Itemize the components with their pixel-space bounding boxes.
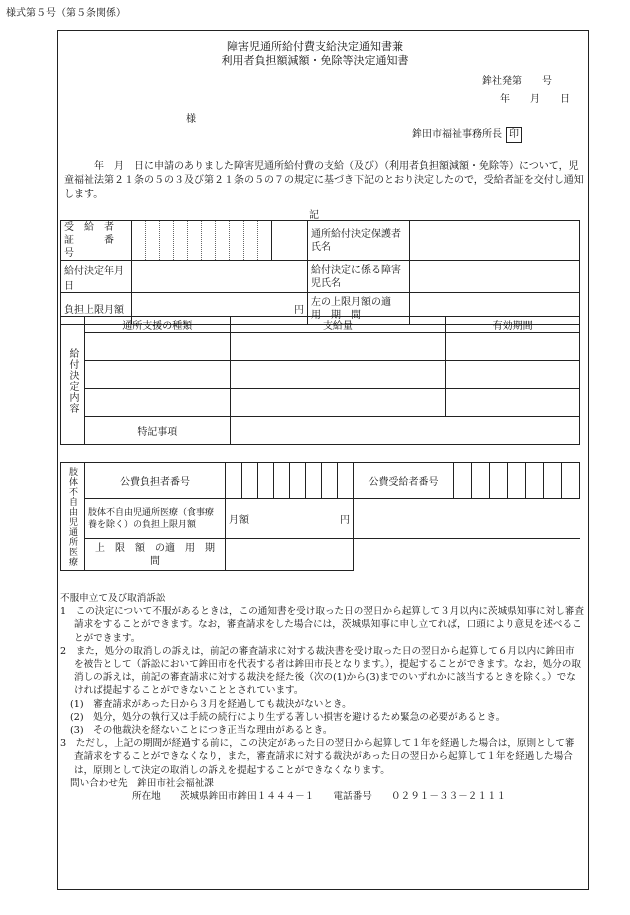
amount-cell[interactable] (230, 389, 446, 417)
col-amount: 支給量 (230, 317, 446, 333)
address-line: 所在地 茨城県鉾田市鉾田１４４４－１ 電話番号 ０２９１－３３－２１１１ (132, 791, 507, 803)
medical-period-label: 上 限 額 の適 用 期 間 (85, 539, 226, 571)
medical-table (60, 462, 580, 571)
recipient-public-number-label: 公費受給者番号 (354, 463, 454, 499)
special-notes-field[interactable] (230, 417, 579, 445)
medical-yen: 円 (340, 515, 350, 526)
col-service-type: 通所支援の種類 (84, 317, 230, 333)
appeal-notes (60, 592, 584, 803)
valid-period-cell[interactable] (446, 333, 580, 361)
issuer-line (412, 125, 522, 143)
note-2-sub-1: (1) 審査請求があった日から３月を経過しても裁決がないとき。 (70, 698, 352, 710)
limit-yen: 円 (132, 293, 308, 325)
seal-mark: 印 (506, 127, 522, 143)
payer-number-label: 公費負担者番号 (85, 463, 226, 499)
amount-cell[interactable] (230, 333, 446, 361)
recipient-number-label: 受 給 者 証 番 号 (61, 221, 132, 261)
service-type-cell[interactable] (84, 389, 230, 417)
decision-table (60, 220, 580, 325)
limit-label: 負担上限月額 (61, 293, 132, 325)
medical-period-field[interactable] (226, 539, 354, 571)
child-name-field[interactable] (410, 261, 580, 293)
title-line-1: 障害児通所給付費支給決定通知書兼 (227, 40, 403, 53)
notes-heading: 不服申立て及び取消訴訟 (60, 593, 166, 604)
service-type-cell[interactable] (84, 361, 230, 389)
special-notes-label: 特記事項 (84, 417, 230, 445)
issuer-name: 鉾田市福祉事務所長 (412, 129, 502, 140)
guardian-name-label: 通所給付決定保護者氏名 (308, 221, 410, 261)
col-valid-period: 有効期間 (446, 317, 580, 333)
content-side-label: 給付決定内容 (61, 317, 85, 445)
document-number: 鉾社発第 号 (482, 76, 552, 87)
contact-line: 問い合わせ先 鉾田市社会福祉課 (70, 777, 214, 789)
limit-period-label: 左の上限月額の適 用 期 間 (308, 293, 410, 325)
valid-period-cell[interactable] (446, 361, 580, 389)
title-line-2: 利用者負担額減額・免除等決定通知書 (221, 54, 409, 67)
medical-limit-label: 肢体不自由児通所医療（食事療養を除く）の負担上限月額 (85, 499, 226, 539)
note-2-sub-3: (3) その他裁決を経ないことにつき正当な理由があるとき。 (70, 725, 333, 737)
medical-limit-field[interactable] (226, 499, 354, 539)
monthly-label: 月額 (229, 515, 249, 526)
note-2: 2 また，処分の取消しの訴えは，前記の審査請求に対する裁決書を受け取った日の翌日から起算して６月以内に鉾田市を被告として（訴訟において鉾田市を代表する者は鉾田市長となります。），提起することができます。なお，処分の取消しの訴えは，前記の審査請求に対する裁決を経た後（次の(1)から(3)までのいずれかに該当するときを除く。）でなければ提起することができないこととされています。 (60, 645, 581, 697)
child-name-label: 給付決定に係る障害児氏名 (308, 261, 410, 293)
service-type-cell[interactable] (84, 333, 230, 361)
ki-label: 記 (309, 210, 319, 221)
note-1: 1 この決定について不服があるときは，この通知書を受け取った日の翌日から起算して３月以内に茨城県知事に対し審査請求をすることができます。なお，審査請求をした場合には，茨城県知事に申し立てれば，口頭により意見を述べることができます。 (60, 606, 584, 644)
medical-side-label: 肢体不自由児通所医療 (61, 463, 85, 571)
note-2-sub-2: (2) 処分，処分の執行又は手続の続行により生ずる著しい損害を避けるため緊急の必要があるとき。 (70, 711, 506, 723)
addressee-honorific: 様 (186, 114, 196, 125)
form-number: 様式第５号（第５条関係） (6, 8, 126, 19)
issue-date: 年 月 日 (500, 94, 570, 105)
amount-cell[interactable] (230, 361, 446, 389)
guardian-name-field[interactable] (410, 221, 580, 261)
decision-date-field[interactable] (132, 261, 308, 293)
decision-date-label: 給付決定年月日 (61, 261, 132, 293)
intro-paragraph: 年 月 日に申請のありました障害児通所給付費の支給（及び）（利用者負担額減額・免除等）について，児童福祉法第２１条の５の３及び第２１条の５の７の規定に基づき下記のとおり決定したので，受給者証を交付し通知します。 (64, 161, 584, 200)
note-3: 3 ただし，上記の期間が経過する前に，この決定があった日の翌日から起算して１年を経過した場合は，原則として審査請求をすることができなくなり，また，審査請求に対する裁決があった日の翌日から起算して１年を経過した場合は，原則として決定の取消しの訴えを提起することができなくなります。 (60, 738, 575, 776)
content-table (60, 316, 580, 445)
valid-period-cell[interactable] (446, 389, 580, 417)
